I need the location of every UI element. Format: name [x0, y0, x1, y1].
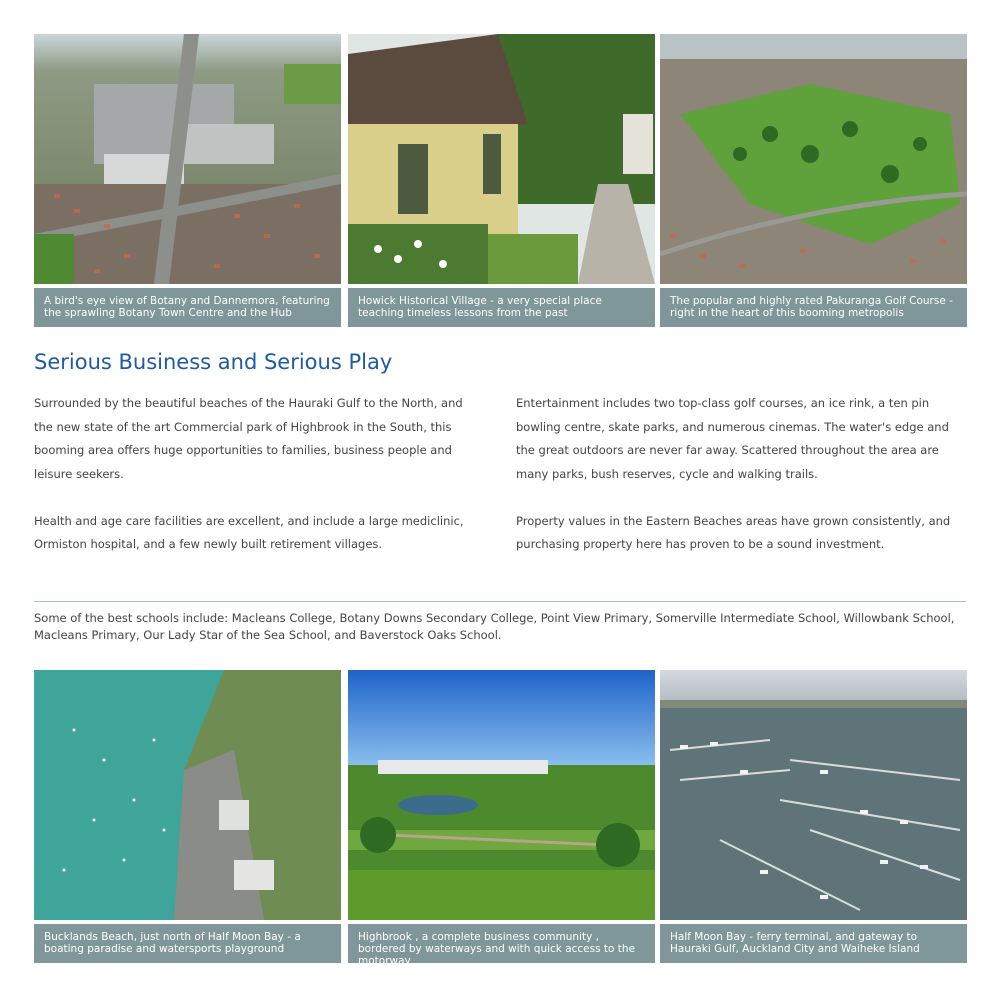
- photo-bucklands-beach: [34, 670, 341, 920]
- photo-botany-aerial: [34, 34, 341, 284]
- photo-pakuranga-golf-course: [660, 34, 967, 284]
- section-divider: [34, 601, 966, 602]
- photo-highbrook: [348, 670, 655, 920]
- paragraph: Health and age care facilities are excellent, and include a large mediclinic, Ormiston hospital, and a few newly built retirement villages.: [34, 513, 464, 551]
- photo-caption: Highbrook , a complete business community , bordered by waterways and with quick access to the motorway: [348, 924, 655, 963]
- photo-card-botany: [34, 34, 341, 327]
- photo-caption: Half Moon Bay - ferry terminal, and gateway to Hauraki Gulf, Auckland City and Waiheke Island: [660, 924, 967, 963]
- paragraph: Property values in the Eastern Beaches areas have grown consistently, and purchasing property here has proven to be a sound investment.: [516, 513, 951, 551]
- paragraph: Surrounded by the beautiful beaches of the Hauraki Gulf to the North, and the new state of the art Commercial park of Highbrook in the South, this booming area offers huge opportunities to families, business people and leisure seekers.: [34, 396, 463, 481]
- left-column: [34, 392, 484, 557]
- schools-text: Some of the best schools include: Macleans College, Botany Downs Secondary College, Point View Primary, Somerville Intermediate School, Willowbank School, Macleans Primary, Our Lady Star of the Sea School, and Baverstock Oaks School.: [34, 611, 955, 642]
- right-column: [516, 392, 966, 557]
- photo-card-howick: [348, 34, 655, 327]
- photo-caption: Bucklands Beach, just north of Half Moon Bay - a boating paradise and watersports playground: [34, 924, 341, 963]
- photo-caption: The popular and highly rated Pakuranga Golf Course - right in the heart of this booming metropolis: [660, 288, 967, 327]
- photo-card-half-moon-bay: [660, 670, 967, 963]
- photo-caption: Howick Historical Village - a very special place teaching timeless lessons from the past: [348, 288, 655, 327]
- paragraph: Entertainment includes two top-class golf courses, an ice rink, a ten pin bowling centre, skate parks, and numerous cinemas. The water's edge and the great outdoors are never far away. Scattered throughout the area are many parks, bush reserves, cycle and walking trails.: [516, 396, 949, 481]
- photo-half-moon-bay-marina: [660, 670, 967, 920]
- photo-card-bucklands-beach: [34, 670, 341, 963]
- photo-howick-village: [348, 34, 655, 284]
- photo-card-pakuranga-golf: [660, 34, 967, 327]
- photo-card-highbrook: [348, 670, 655, 967]
- section-title: Serious Business and Serious Play: [34, 350, 393, 374]
- photo-caption: A bird's eye view of Botany and Dannemora, featuring the sprawling Botany Town Centre and the Hub: [34, 288, 341, 327]
